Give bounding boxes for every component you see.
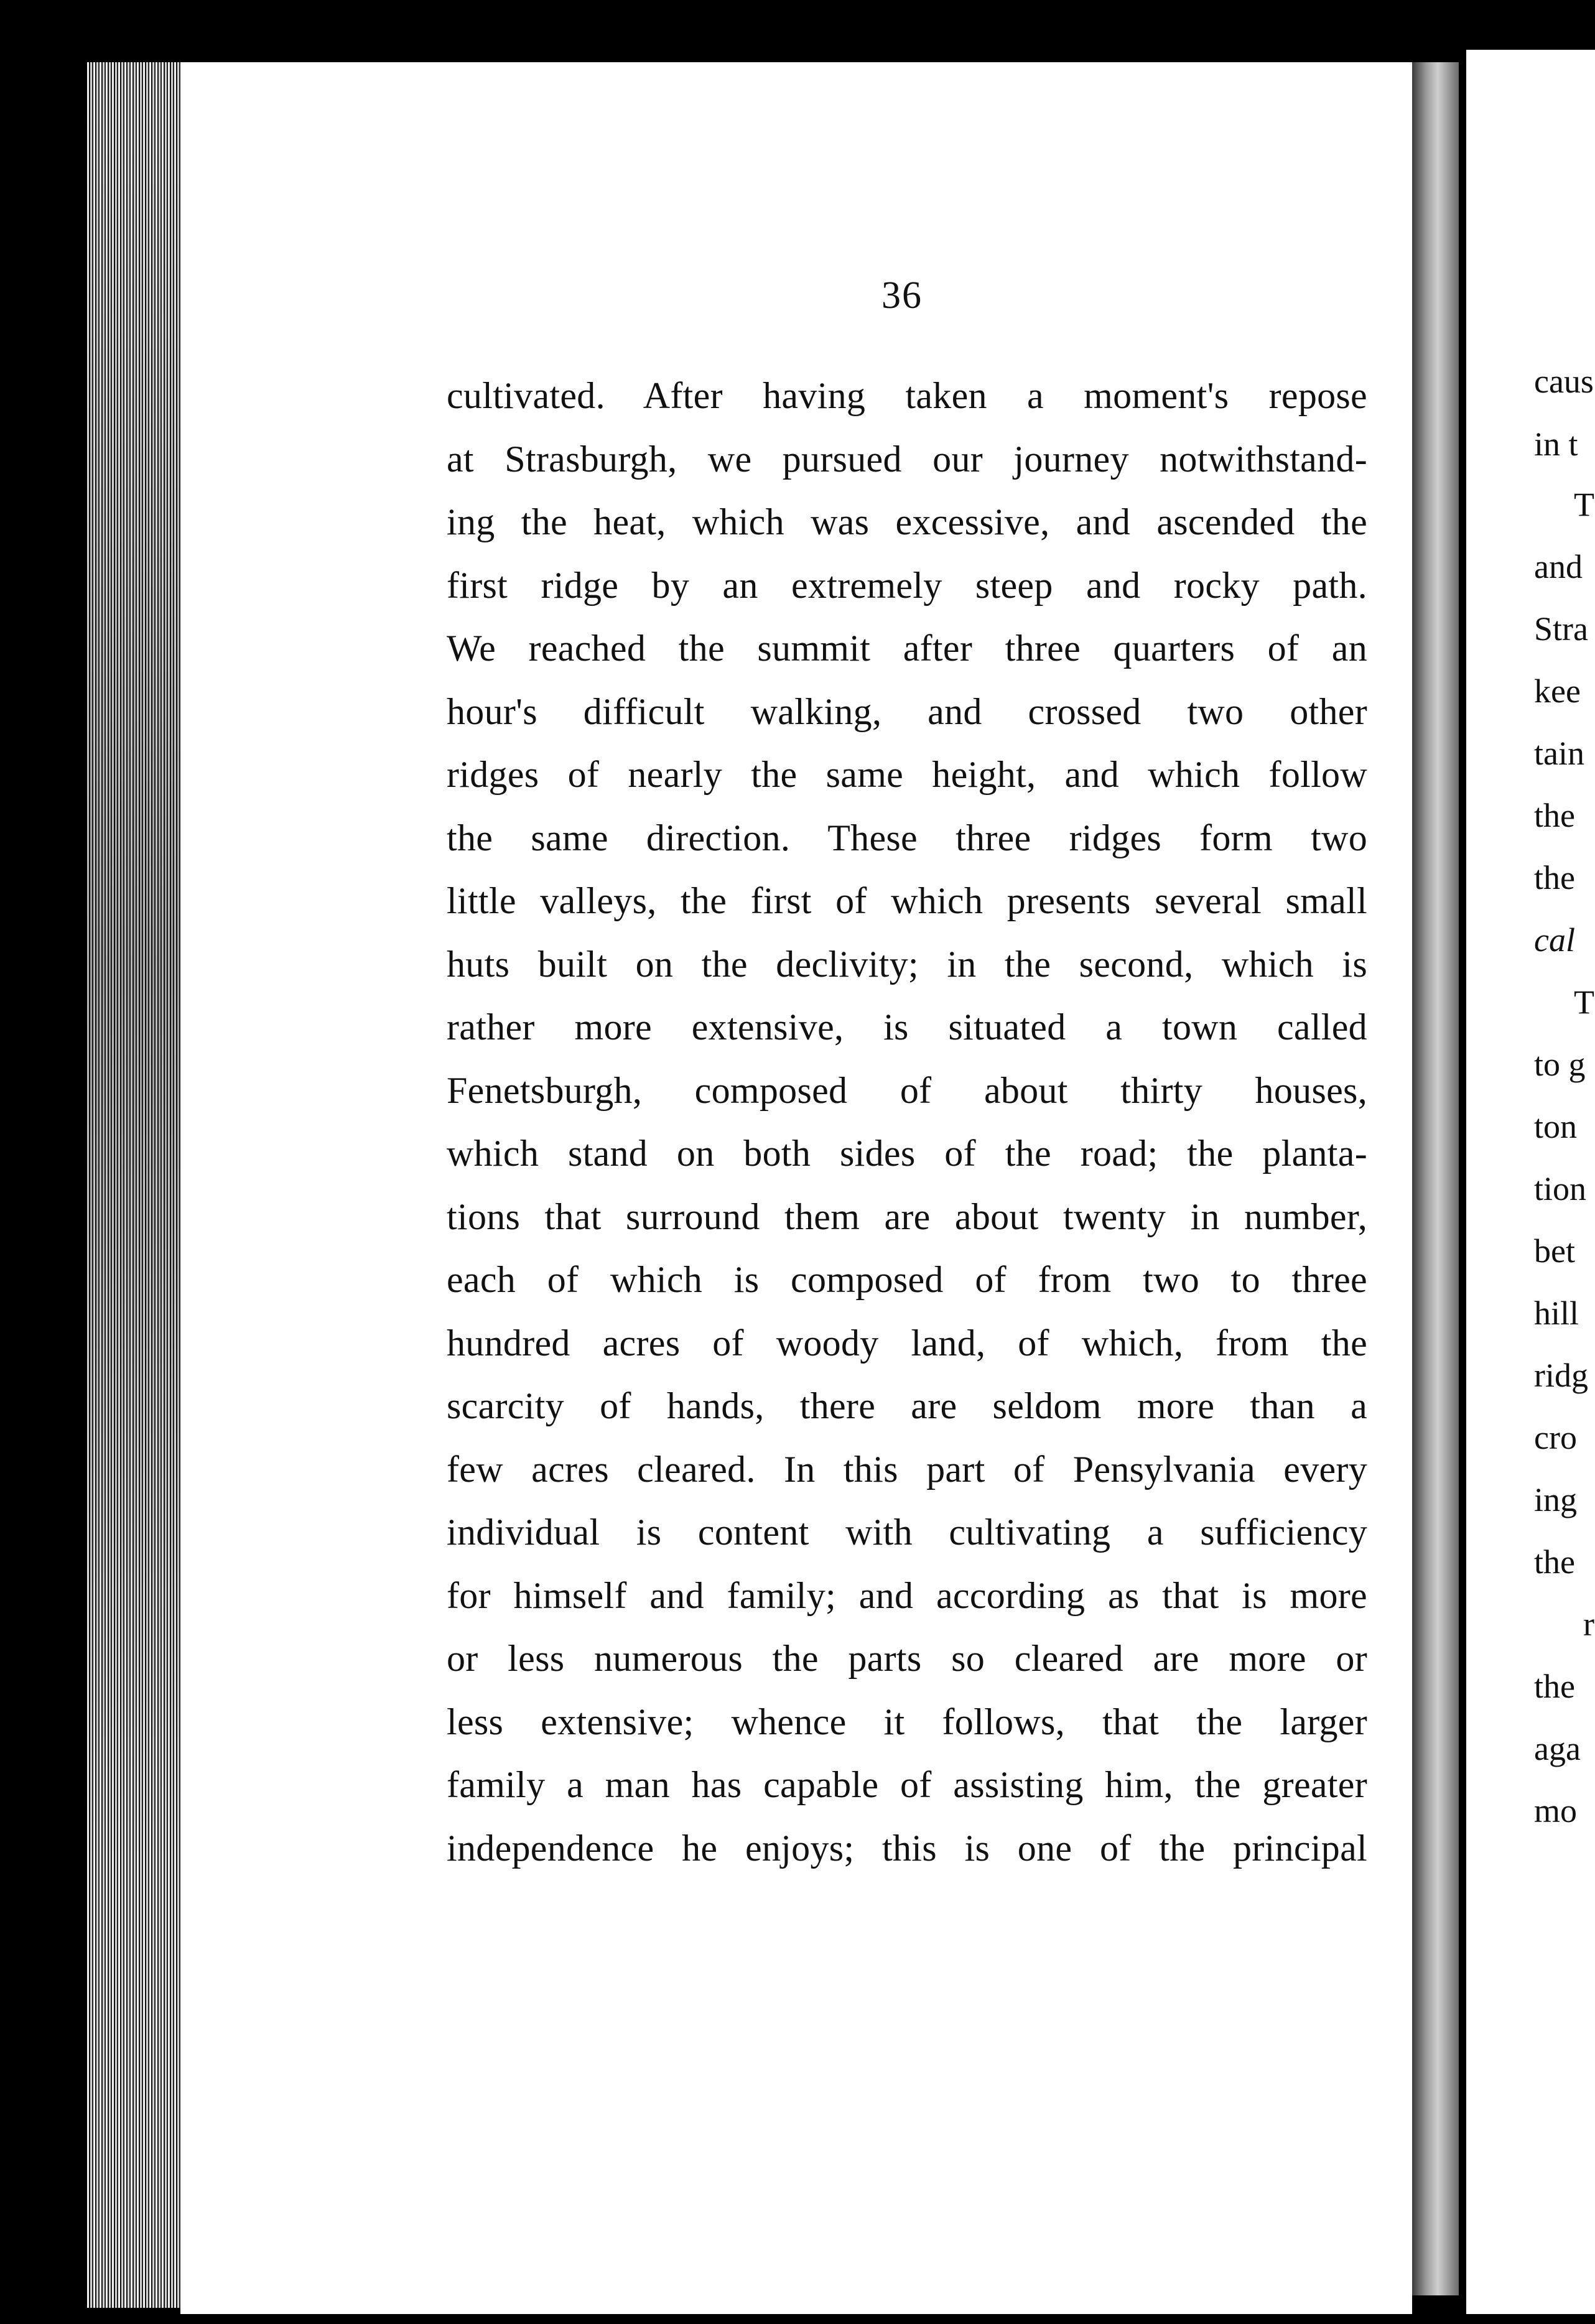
facing-page-fragment: r xyxy=(1583,1606,1594,1643)
text-line: each of which is composed of from two to three xyxy=(447,1259,1367,1300)
text-line: which stand on both sides of the road; the planta- xyxy=(447,1133,1367,1174)
text-line: rather more extensive, is situated a town called xyxy=(447,1006,1367,1048)
text-line: scarcity of hands, there are seldom more than a xyxy=(447,1385,1367,1426)
facing-page-fragment: bet xyxy=(1534,1232,1575,1270)
scan-border-top xyxy=(0,0,1595,62)
facing-page-fragment: the xyxy=(1534,1543,1575,1581)
text-line: huts built on the declivity; in the second, which is xyxy=(447,943,1367,985)
text-line: cultivated. After having taken a moment's repose xyxy=(447,375,1367,416)
facing-page-fragment: the xyxy=(1534,1668,1575,1705)
body-text xyxy=(447,365,1367,1880)
book-gutter xyxy=(1412,62,1459,2295)
text-line: tions that surround them are about twenty in number, xyxy=(447,1196,1367,1237)
text-line: independence he enjoys; this is one of the principal xyxy=(447,1827,1367,1869)
text-line: ing the heat, which was excessive, and ascended the xyxy=(447,501,1367,542)
text-line: hour's difficult walking, and crossed two other xyxy=(447,690,1367,732)
text-line: hundred acres of woody land, of which, from the xyxy=(447,1322,1367,1364)
facing-page-fragment: hill xyxy=(1534,1294,1579,1332)
text-line: Fenetsburgh, composed of about thirty houses, xyxy=(447,1069,1367,1111)
text-line: less extensive; whence it follows, that the larger xyxy=(447,1701,1367,1742)
facing-page-fragment: the xyxy=(1534,797,1575,834)
facing-page-fragment: Stra xyxy=(1534,610,1588,648)
facing-page-fragment: ridg xyxy=(1534,1357,1588,1394)
facing-page-fragment: tain xyxy=(1534,735,1584,772)
text-line: individual is content with cultivating a sufficiency xyxy=(447,1512,1367,1553)
text-line: We reached the summit after three quarters of an xyxy=(447,628,1367,669)
facing-page-fragment: cal xyxy=(1534,921,1575,959)
facing-page-fragment: the xyxy=(1534,859,1575,896)
facing-page-fragment: ton xyxy=(1534,1108,1578,1145)
facing-page-fragment: T xyxy=(1574,983,1594,1021)
text-line: for himself and family; and according as that is more xyxy=(447,1574,1367,1616)
gutter-shadow xyxy=(1459,62,1466,2314)
text-line: few acres cleared. In this part of Pensylvania every xyxy=(447,1448,1367,1490)
text-line: at Strasburgh, we pursued our journey notwithstand- xyxy=(447,438,1367,480)
page-number: 36 xyxy=(881,274,923,317)
text-line: or less numerous the parts so cleared are more or xyxy=(447,1638,1367,1679)
text-line: family a man has capable of assisting him, the greater xyxy=(447,1764,1367,1805)
text-line: first ridge by an extremely steep and rocky path. xyxy=(447,564,1367,606)
left-page-edges xyxy=(87,62,180,2308)
facing-page-fragment: cro xyxy=(1534,1419,1577,1456)
facing-page-fragment: aga xyxy=(1534,1730,1581,1767)
facing-page-fragment: kee xyxy=(1534,672,1581,710)
facing-page-fragment: to g xyxy=(1534,1046,1586,1083)
facing-page-fragment: T xyxy=(1574,486,1594,523)
facing-page-fragment: ing xyxy=(1534,1481,1578,1518)
text-line: the same direction. These three ridges form two xyxy=(447,817,1367,858)
text-line: little valleys, the first of which presents several small xyxy=(447,880,1367,921)
facing-page-fragment: caus xyxy=(1534,363,1594,400)
facing-page-fragment: mo xyxy=(1534,1792,1578,1829)
facing-page-fragment: and xyxy=(1534,548,1583,585)
text-line: ridges of nearly the same height, and which follow xyxy=(447,754,1367,795)
facing-page-fragment: in t xyxy=(1534,425,1578,463)
facing-page-fragment: tion xyxy=(1534,1170,1587,1207)
